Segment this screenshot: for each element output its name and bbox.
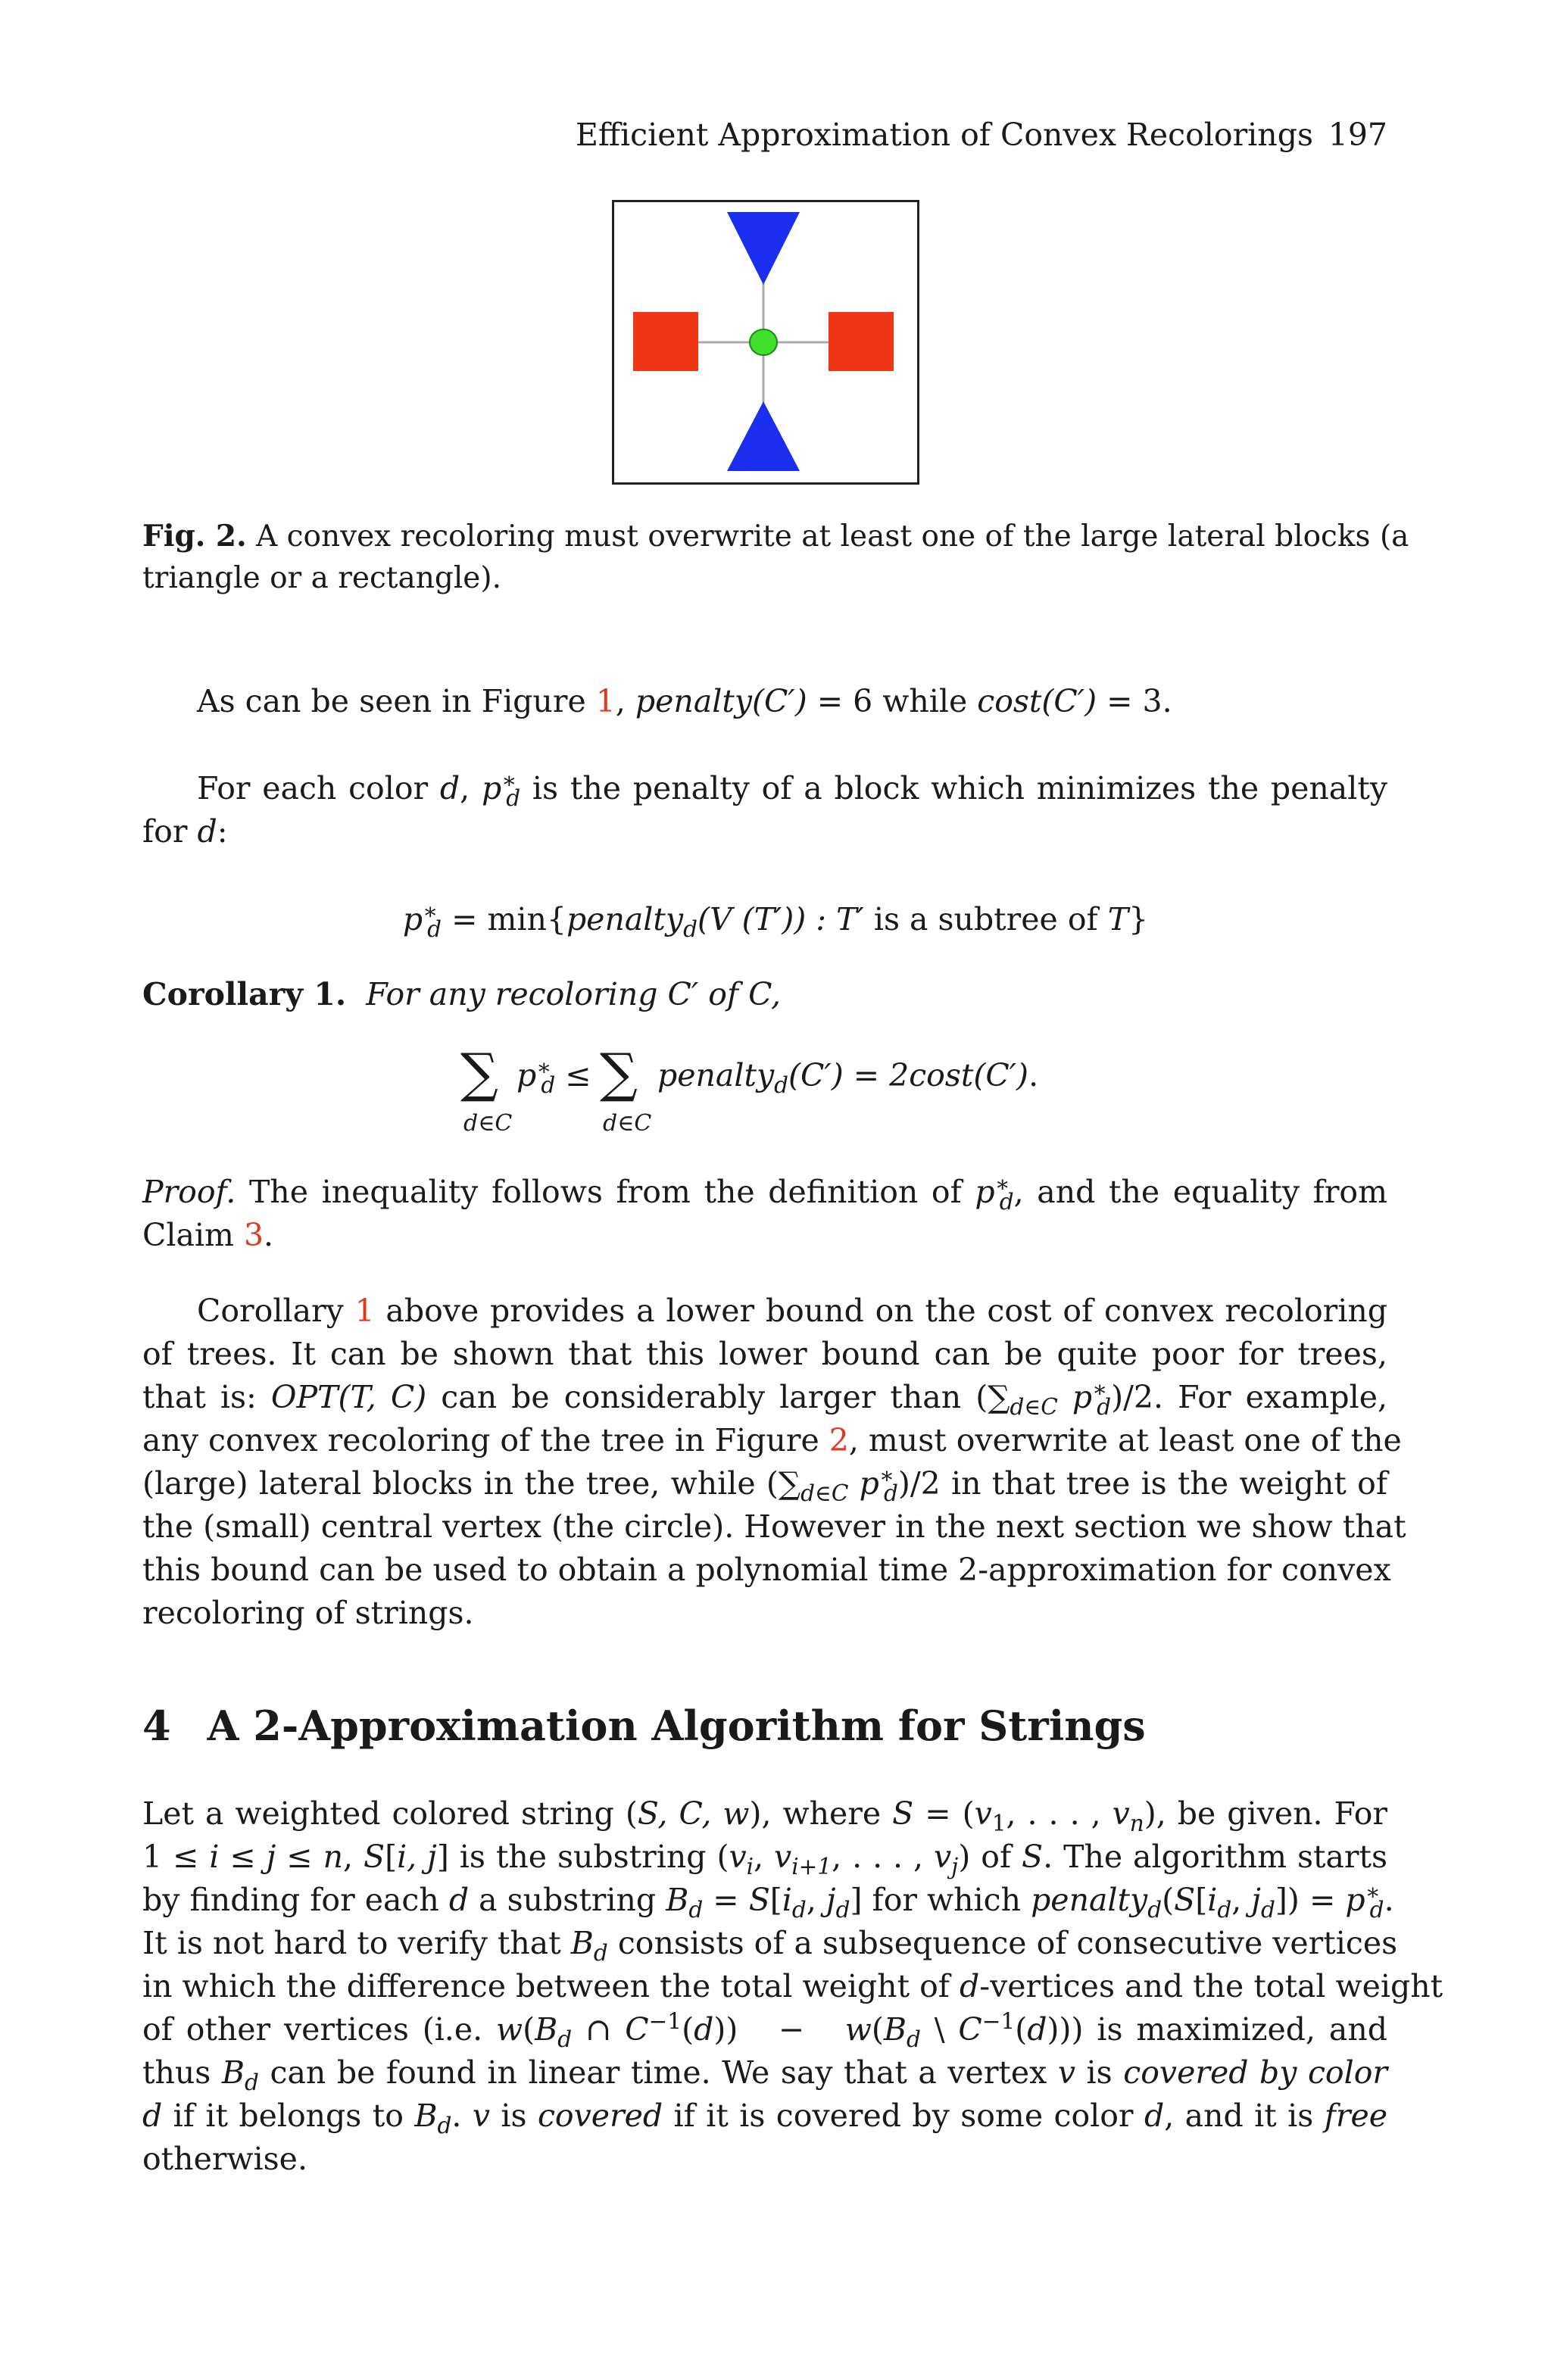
text: \ — [920, 2011, 959, 2048]
math-sup: ∗ — [878, 1462, 894, 1489]
math-sub: d∈C — [1010, 1394, 1058, 1421]
math-sup: ∗ — [423, 898, 438, 925]
math: S — [892, 1795, 914, 1832]
math-sub: d — [791, 1897, 807, 1923]
text: is the penalty of a block which minimizes the penalty — [520, 770, 1387, 806]
paragraph-3-line-5 — [142, 1462, 1387, 1505]
text: consists of a subsequence of consecutive vertices — [607, 1925, 1398, 1961]
math: j — [825, 1882, 836, 1918]
running-header — [576, 114, 1387, 157]
figure-2 — [612, 200, 919, 485]
math: n — [323, 1839, 343, 1875]
math-sum: ∑ — [988, 1379, 1010, 1415]
math-sup: −1 — [648, 2008, 682, 2035]
paragraph-4-line-5 — [142, 1965, 1443, 2008]
figure-1-link[interactable]: 1 — [595, 683, 616, 719]
text: = min{ — [442, 901, 566, 937]
text: , — [754, 1839, 775, 1875]
equation-2 — [454, 1042, 1136, 1145]
text: Let a weighted colored string ( — [142, 1795, 638, 1832]
paragraph-4-line-7 — [142, 2051, 1387, 2095]
text: Claim — [142, 1217, 244, 1253]
math: d — [960, 1968, 980, 2004]
text: } — [1128, 901, 1149, 937]
math-d: d — [439, 770, 460, 806]
paragraph-4-line-8 — [142, 2095, 1387, 2138]
text: thus — [142, 2054, 222, 2091]
text: ( — [682, 2011, 694, 2048]
math-sub: d — [1261, 1897, 1275, 1923]
math-expression: (V (T′)) : T′ — [697, 901, 864, 937]
math-p: p — [516, 1057, 537, 1093]
equation-1 — [0, 898, 1551, 941]
text: ), where — [749, 1795, 893, 1832]
text: -vertices and the total weight — [979, 1968, 1443, 2004]
text: a substring — [469, 1882, 666, 1918]
text: of other vertices (i.e. — [142, 2011, 496, 2048]
text: , — [1231, 1882, 1252, 1918]
math-sub: n — [1129, 1811, 1144, 1837]
paragraph-3-line-2 — [142, 1333, 1387, 1376]
text: can be considerably larger than ( — [426, 1379, 988, 1415]
math: S — [1174, 1882, 1196, 1918]
section-title: A 2-Approximation Algorithm for Strings — [207, 1702, 1146, 1750]
math-p: p — [402, 901, 423, 937]
proof-label: Proof. — [142, 1174, 236, 1210]
text: ( — [1015, 2011, 1028, 2048]
text: ))) is maximized, and — [1047, 2011, 1387, 2048]
math: d — [1027, 2011, 1047, 2048]
text: if it belongs to — [162, 2098, 415, 2134]
math: w — [495, 2011, 523, 2048]
math: B — [666, 1882, 689, 1918]
emphasis: covered by color — [1123, 2054, 1387, 2091]
math: C — [958, 2011, 982, 2048]
math-cost: cost(C′) — [909, 1057, 1029, 1093]
math: v — [729, 1839, 747, 1875]
math: j — [1251, 1882, 1262, 1918]
math: B — [221, 2054, 245, 2091]
running-title: Efficient Approximation of Convex Recolorings — [576, 117, 1313, 153]
equation-2-term-1 — [516, 1054, 591, 1099]
math-sum: ∑ — [778, 1465, 801, 1502]
paragraph-3-line-8 — [142, 1592, 1387, 1635]
text: As can be seen in Figure — [197, 683, 596, 719]
math: B — [414, 2098, 438, 2134]
math-sub: d — [1217, 1897, 1232, 1923]
math: p — [1345, 1882, 1365, 1918]
math-sup: ∗ — [1092, 1376, 1108, 1402]
math-sub: d — [437, 2113, 452, 2139]
math-p: p — [1057, 1379, 1093, 1415]
math: S — [363, 1839, 385, 1875]
math: v — [774, 1839, 792, 1875]
text: = — [703, 1882, 749, 1918]
text: this bound can be used to obtain a polynomial time 2-approximation for convex — [142, 1552, 1391, 1588]
paragraph-3-line-4 — [142, 1419, 1402, 1462]
text: in which the difference between the total weight of — [142, 1968, 960, 2004]
paragraph-3-line-3 — [142, 1376, 1387, 1419]
text: , must overwrite at least one of the — [848, 1422, 1402, 1458]
math: v — [472, 2098, 490, 2134]
emphasis: free — [1324, 2098, 1387, 2134]
central-circle-vertex — [750, 329, 777, 355]
text: = 3. — [1097, 683, 1172, 719]
text: )/2 in that tree is the weight of — [897, 1465, 1387, 1502]
text: It is not hard to verify that — [142, 1925, 571, 1961]
math-opt: OPT(T, C) — [270, 1379, 427, 1415]
claim-3-link[interactable]: 3 — [243, 1217, 264, 1253]
math: d — [1144, 2098, 1165, 2134]
math-sub: d — [427, 916, 442, 943]
text: for — [142, 813, 198, 850]
text: For each color — [197, 770, 440, 806]
math: v — [1057, 2054, 1075, 2091]
text: is — [490, 2098, 538, 2134]
math: C — [625, 2011, 649, 2048]
math: d — [448, 1882, 470, 1918]
math-cost: cost(C′) — [977, 683, 1097, 719]
text: The inequality follows from the definition of — [236, 1174, 975, 1210]
text: [ — [769, 1882, 782, 1918]
text: , — [460, 770, 482, 806]
math-sub: j — [951, 1854, 959, 1880]
corollary-1 — [142, 973, 1387, 1016]
figure-caption-line-2 — [142, 557, 1387, 600]
paragraph-2-line-1 — [197, 767, 1387, 810]
text: recoloring of strings. — [142, 1595, 474, 1631]
text: . — [264, 1217, 274, 1253]
text: [ — [1195, 1882, 1208, 1918]
paragraph-4-line-9 — [142, 2138, 1387, 2181]
text: . — [451, 2098, 473, 2134]
text: otherwise. — [142, 2141, 307, 2177]
text: = 6 while — [807, 683, 978, 719]
text: , — [806, 1882, 826, 1918]
math-sup: ∗ — [501, 767, 517, 794]
text: above provides a lower bound on the cost of convex recoloring — [374, 1293, 1387, 1329]
text: by finding for each — [142, 1882, 449, 1918]
paragraph-4-line-4 — [142, 1922, 1398, 1967]
math-sup: ∗ — [536, 1054, 552, 1081]
math-sub: d — [245, 2070, 259, 2096]
math: j — [266, 1839, 276, 1875]
text: that is: — [142, 1379, 271, 1415]
math: d — [142, 2098, 163, 2134]
text: ≤ — [276, 1839, 323, 1875]
right-rectangle-block — [829, 312, 894, 371]
math-sup: −1 — [981, 2008, 1016, 2035]
text: Corollary — [197, 1293, 355, 1329]
text: if it is covered by some color — [663, 2098, 1144, 2134]
math: i, j — [397, 1839, 437, 1875]
paragraph-3-line-1 — [197, 1290, 1387, 1333]
text: , and it is — [1164, 2098, 1325, 2134]
math-sub: d — [774, 1072, 789, 1099]
text: ∩ — [572, 2011, 626, 2048]
text: )/2. For example, — [1111, 1379, 1387, 1415]
text: ] for which — [850, 1882, 1031, 1918]
math: penalty — [1031, 1882, 1148, 1918]
text: , — [343, 1839, 364, 1875]
math: B — [570, 1925, 594, 1961]
math-sub: d — [999, 1189, 1014, 1215]
text: ≤ — [219, 1839, 267, 1875]
figure-caption-text-1: A convex recoloring must overwrite at least one of the large lateral blocks (a — [256, 519, 1409, 554]
math-sub: d — [506, 785, 521, 812]
math-sub: i+1 — [791, 1854, 832, 1880]
math: i — [209, 1839, 220, 1875]
paragraph-4-line-6 — [142, 2008, 1387, 2051]
text: ] is the substring ( — [436, 1839, 729, 1875]
text: is — [1075, 2054, 1124, 2091]
math-sub: d∈C — [800, 1480, 849, 1507]
sum-index-1: d∈C — [463, 1110, 513, 1137]
math-sub: d — [1369, 1897, 1384, 1923]
math-expression: (C′) = 2 — [788, 1057, 910, 1093]
text: (large) lateral blocks in the tree, while ( — [142, 1465, 779, 1502]
paragraph-4-line-3 — [142, 1879, 1394, 1923]
math-sup: ∗ — [1365, 1879, 1381, 1905]
math-sub: d — [557, 2026, 573, 2053]
math-sup: ∗ — [994, 1171, 1010, 1197]
text: can be found in linear time. We say that a vertex — [258, 2054, 1058, 2091]
left-rectangle-block — [633, 312, 698, 371]
paragraph-1 — [197, 680, 1387, 723]
math: B — [883, 2011, 907, 2048]
sum-index-2: d∈C — [603, 1110, 652, 1137]
math-leq: ≤ — [555, 1057, 591, 1093]
paragraph-3-line-7 — [142, 1549, 1391, 1592]
paragraph-4-line-2 — [142, 1836, 1387, 1879]
math: v — [974, 1795, 992, 1832]
section-number: 4 — [142, 1702, 171, 1750]
math-T: T — [1107, 901, 1129, 937]
math: B — [535, 2011, 558, 2048]
math-p: p — [975, 1174, 995, 1210]
math-sub: d — [593, 1940, 608, 1967]
text: is a subtree of — [863, 901, 1108, 937]
text: . The algorithm starts — [1043, 1839, 1388, 1875]
math-sub: d — [835, 1897, 850, 1923]
math-penalty: penalty(C′) — [635, 683, 807, 719]
math-sub: d — [1147, 1897, 1162, 1923]
paragraph-3-line-6 — [142, 1505, 1406, 1549]
math-sub: d — [906, 2026, 921, 2053]
math: S, C, w — [637, 1795, 750, 1832]
proof-line-1 — [142, 1171, 1387, 1214]
paragraph-4-line-1 — [142, 1792, 1387, 1836]
sum-symbol-2: ∑ — [600, 1042, 638, 1104]
text: of trees. It can be shown that this lower bound can be quite poor for trees, — [142, 1336, 1387, 1372]
text: , . . . , — [1006, 1795, 1113, 1832]
math-penalty: penalty — [657, 1057, 775, 1093]
figure-caption-label: Fig. 2. — [142, 519, 247, 554]
math-sub: d — [683, 916, 697, 943]
figure-caption-line-1 — [142, 515, 1409, 558]
text: ( — [523, 2011, 535, 2048]
text: = ( — [913, 1795, 975, 1832]
math: v — [934, 1839, 952, 1875]
math-d: d — [197, 813, 217, 850]
math: i — [1207, 1882, 1218, 1918]
math-penalty: penalty — [566, 901, 684, 937]
text: , . . . , — [832, 1839, 934, 1875]
corollary-text: For any recoloring C′ of C, — [366, 976, 782, 1012]
text: ), be given. For — [1144, 1795, 1387, 1832]
figure-2-link[interactable]: 2 — [829, 1422, 849, 1458]
math-sub: d — [541, 1072, 556, 1099]
text: )) − — [713, 2011, 845, 2048]
math: v — [1112, 1795, 1130, 1832]
text: [ — [385, 1839, 398, 1875]
text: the (small) central vertex (the circle). However in the next section we show that — [142, 1508, 1406, 1545]
math-p: p — [481, 770, 502, 806]
math: i — [782, 1882, 792, 1918]
emphasis: covered — [537, 2098, 663, 2134]
text: , and the equality from — [1013, 1174, 1387, 1210]
figure-caption-text-2: triangle or a rectangle). — [142, 561, 501, 595]
section-4-heading — [142, 1699, 1146, 1752]
proof-line-2 — [142, 1214, 1387, 1257]
math-sub: 1 — [991, 1811, 1006, 1837]
math-sub: d — [1097, 1394, 1112, 1421]
corollary-1-link[interactable]: 1 — [354, 1293, 375, 1329]
page-number: 197 — [1328, 117, 1387, 153]
text: ]) = — [1275, 1882, 1346, 1918]
equation-2-term-2 — [657, 1057, 1039, 1099]
sum-symbol-1: ∑ — [460, 1042, 498, 1104]
math: w — [844, 2011, 872, 2048]
math-sub: d — [688, 1897, 704, 1923]
text: ( — [1162, 1882, 1175, 1918]
corollary-label: Corollary 1. — [142, 976, 347, 1012]
text: . — [1384, 1882, 1394, 1918]
math-sub: d — [883, 1480, 898, 1507]
math: d — [694, 2011, 714, 2048]
math-p: p — [848, 1465, 879, 1502]
text: 1 ≤ — [142, 1839, 210, 1875]
text: ) of — [958, 1839, 1022, 1875]
math: S — [748, 1882, 770, 1918]
math: S — [1022, 1839, 1044, 1875]
paragraph-2-line-2 — [142, 810, 1387, 853]
text: , — [615, 683, 635, 719]
math-sub: i — [746, 1854, 754, 1880]
text: ( — [871, 2011, 884, 2048]
text: any convex recoloring of the tree in Figure — [142, 1422, 829, 1458]
text: : — [217, 813, 228, 850]
text: . — [1028, 1057, 1039, 1093]
